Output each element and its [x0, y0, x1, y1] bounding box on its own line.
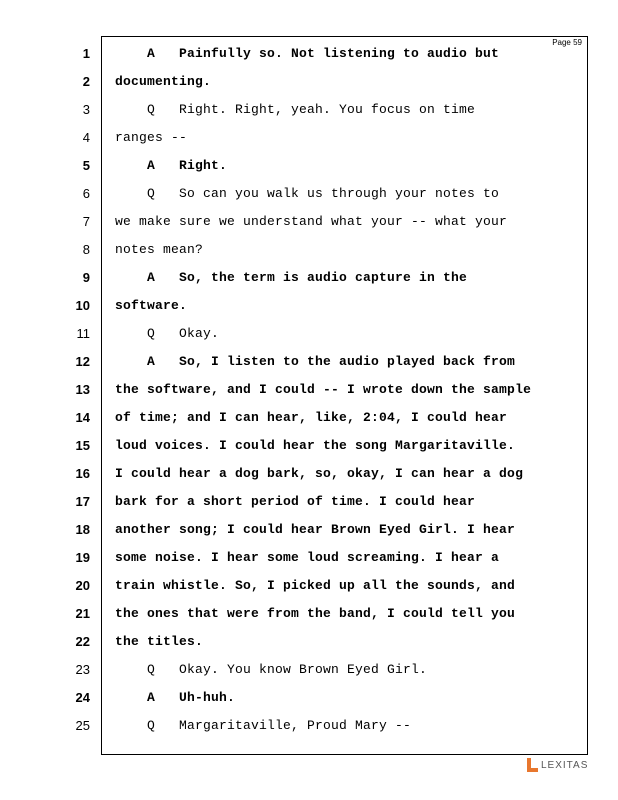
transcript-line: Q Margaritaville, Proud Mary -- — [115, 718, 412, 733]
line-number: 12 — [75, 354, 90, 369]
line-number: 21 — [75, 606, 90, 621]
line-number: 17 — [75, 494, 90, 509]
line-number: 5 — [82, 158, 90, 173]
transcript-line: loud voices. I could hear the song Margaritaville. — [115, 438, 516, 453]
line-number: 8 — [82, 242, 90, 257]
lexitas-logo-text: LEXITAS — [541, 759, 589, 771]
line-number: 2 — [82, 74, 90, 89]
transcript-line: Q Right. Right, yeah. You focus on time — [115, 102, 476, 117]
line-number: 3 — [82, 102, 90, 117]
line-number: 19 — [75, 550, 90, 565]
transcript-line: A Painfully so. Not listening to audio but — [115, 46, 500, 61]
transcript-line: I could hear a dog bark, so, okay, I can hear a dog — [115, 466, 524, 481]
transcript-line: Q So can you walk us through your notes to — [115, 186, 500, 201]
line-number: 4 — [82, 130, 90, 145]
line-number: 23 — [75, 662, 90, 677]
transcript-line: we make sure we understand what your -- what your — [115, 214, 508, 229]
transcript-line: notes mean? — [115, 242, 204, 257]
transcript-line: software. — [115, 298, 188, 313]
transcript-line: A Right. — [115, 158, 228, 173]
transcript-line: bark for a short period of time. I could hear — [115, 494, 476, 509]
lexitas-logo-icon — [525, 757, 539, 773]
line-number: 20 — [75, 578, 90, 593]
transcript-line: ranges -- — [115, 130, 188, 145]
line-number: 9 — [82, 270, 90, 285]
transcript-line: A So, I listen to the audio played back from — [115, 354, 516, 369]
transcript-line: the titles. — [115, 634, 204, 649]
transcript-line: train whistle. So, I picked up all the sounds, and — [115, 578, 516, 593]
line-number: 13 — [75, 382, 90, 397]
transcript-line: Q Okay. — [115, 326, 220, 341]
line-number: 22 — [75, 634, 90, 649]
page-number: Page 59 — [552, 38, 582, 47]
line-number: 15 — [75, 438, 90, 453]
line-number: 16 — [75, 466, 90, 481]
line-number: 1 — [82, 46, 90, 61]
transcript-line: the software, and I could -- I wrote down the sample — [115, 382, 532, 397]
transcript-line: some noise. I hear some loud screaming. I hear a — [115, 550, 500, 565]
line-number: 25 — [75, 718, 90, 733]
line-number: 18 — [75, 522, 90, 537]
line-number: 14 — [75, 410, 90, 425]
line-number: 24 — [75, 690, 90, 705]
transcript-line: documenting. — [115, 74, 212, 89]
line-number: 11 — [76, 326, 90, 341]
line-number: 6 — [82, 186, 90, 201]
transcript-line: another song; I could hear Brown Eyed Girl. I hear — [115, 522, 516, 537]
transcript-line: the ones that were from the band, I could tell you — [115, 606, 516, 621]
transcript-line: of time; and I can hear, like, 2:04, I could hear — [115, 410, 508, 425]
lexitas-logo — [525, 757, 588, 773]
transcript-line: Q Okay. You know Brown Eyed Girl. — [115, 662, 428, 677]
transcript-line: A Uh-huh. — [115, 690, 236, 705]
line-number: 7 — [82, 214, 90, 229]
transcript-line: A So, the term is audio capture in the — [115, 270, 468, 285]
line-number: 10 — [75, 298, 90, 313]
